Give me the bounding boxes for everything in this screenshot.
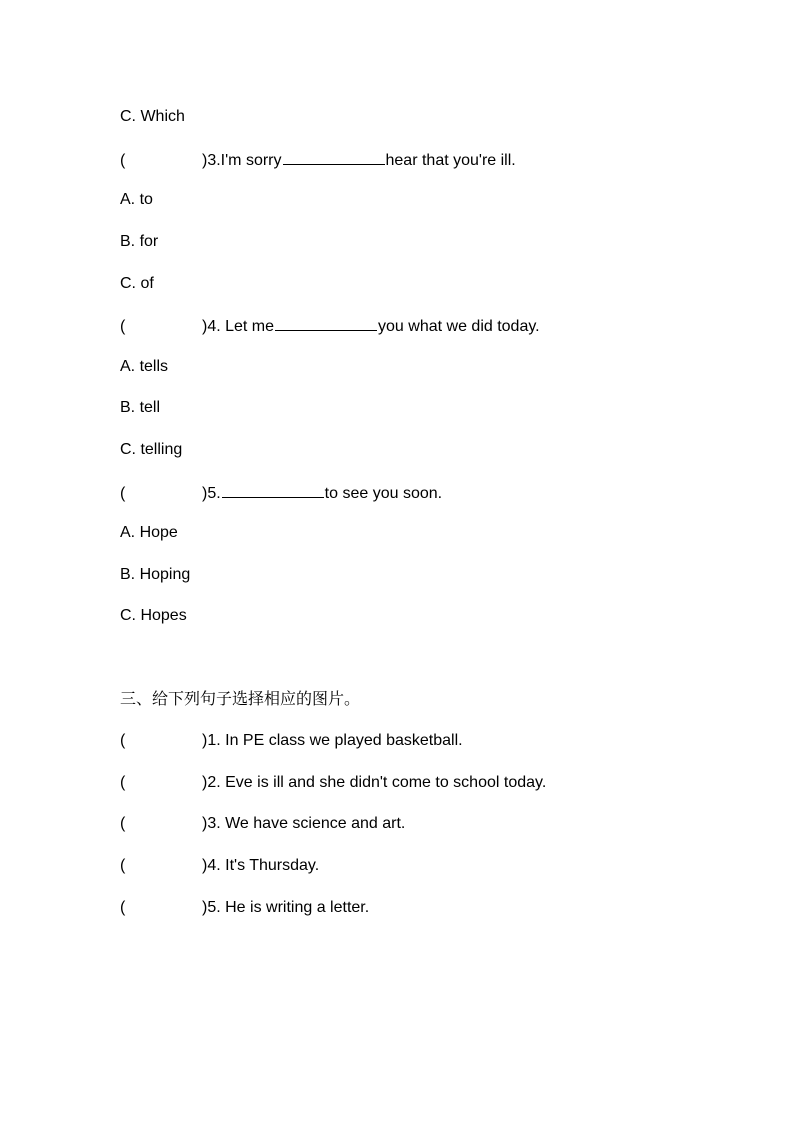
q5-option-b: B. Hoping (120, 566, 191, 583)
question-4 (120, 315, 540, 337)
question-text-before: )3.I'm sorry (202, 152, 282, 169)
section-3-item-3 (120, 814, 405, 834)
item-text: )3. We have science and art. (202, 815, 406, 832)
section-3-item-5 (120, 898, 369, 918)
answer-paren: ( (120, 774, 126, 791)
answer-paren: ( (120, 815, 126, 832)
item-text: )1. In PE class we played basketball. (202, 732, 463, 749)
answer-blank (275, 315, 377, 331)
q3-option-c: C. of (120, 275, 154, 292)
section-3-heading: 三、给下列句子选择相应的图片。 (120, 689, 361, 708)
answer-paren: ( (120, 485, 126, 502)
q2-option-c: C. Which (120, 108, 185, 125)
section-3-item-4 (120, 856, 319, 876)
answer-paren: ( (120, 857, 126, 874)
question-text-after: hear that you're ill. (385, 152, 516, 169)
question-text-after: to see you soon. (324, 485, 443, 502)
answer-paren: ( (120, 152, 126, 169)
answer-blank (222, 482, 324, 498)
answer-paren: ( (120, 732, 126, 749)
q5-option-c: C. Hopes (120, 607, 187, 624)
q5-option-a: A. Hope (120, 524, 178, 541)
q4-option-b: B. tell (120, 399, 161, 416)
q3-option-a: A. to (120, 191, 153, 208)
item-text: )5. He is writing a letter. (202, 899, 370, 916)
question-5 (120, 482, 442, 504)
question-text-before: )5. (202, 485, 221, 502)
item-text: )4. It's Thursday. (202, 857, 320, 874)
answer-paren: ( (120, 899, 126, 916)
item-text: )2. Eve is ill and she didn't come to school today. (202, 774, 547, 791)
question-text-after: you what we did today. (378, 318, 540, 335)
answer-paren: ( (120, 318, 126, 335)
answer-blank (283, 149, 385, 165)
q4-option-c: C. telling (120, 441, 183, 458)
question-3 (120, 149, 516, 171)
q4-option-a: A. tells (120, 358, 169, 375)
q3-option-b: B. for (120, 233, 159, 250)
section-3-item-2 (120, 773, 546, 793)
section-3-item-1 (120, 731, 463, 751)
question-text-before: )4. Let me (202, 318, 275, 335)
